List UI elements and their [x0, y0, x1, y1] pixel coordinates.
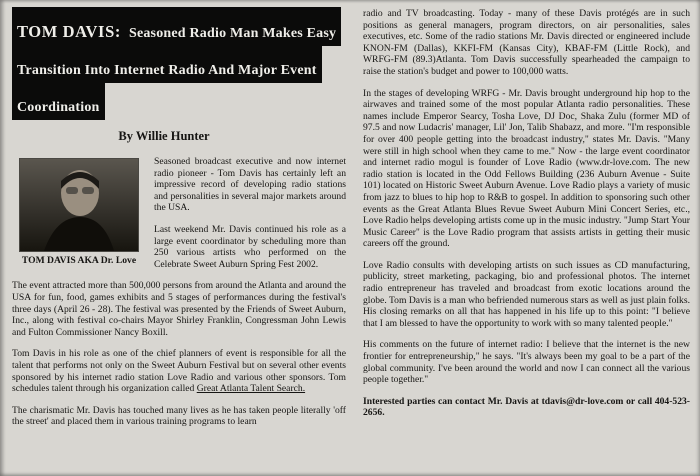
left-column — [12, 6, 346, 468]
paragraph: Last weekend Mr. Davis continued his role as a large event coordinator by scheduling more than 250 various artists who performed on the Celebrate Sweet Auburn Spring Fest 2002. — [154, 223, 346, 270]
paragraph: Love Radio consults with developing artists on such issues as CD manufacturing, publicity, street marketing, packaging, bio and professional photos. The internet radio entrepreneur has traveled and broadcast from exotic locations around the globe. Tom Davis is a man who befriended numerous stars as well as just plain folks. His closing remarks on all that has happened in his life up to this point: "I believe that I am blessed to have the opportunity to work with so many talented people." — [363, 259, 690, 329]
headline-name: TOM DAVIS: — [17, 22, 121, 41]
paragraph — [12, 348, 346, 394]
paragraph: In the stages of developing WRFG - Mr. Davis brought underground hip hop to the airwaves and trained some of the most popular Atlanta radio personalities. These names include Emperor Searcy, Tosha Love, DJ Doc, Shaka Zulu (former MD of 97.5 and now Ludacris' manager, Lil' Jon, Talib Shabazz, and more. "I'm responsible for over 400 people getting into the broadcast industry," states Mr. Davis. "Many were still in high school when they came to me." Now - the large event coordinator and internet radio mogul is founder of Love Radio (www.dr-love.com. The new radio station is located in the Odd Fellows Building (236 Auburn Avenue - Suite 101) located on Historic Sweet Auburn Avenue. Love Radio plays a variety of music from jazz to blues to hip hop to R&B to gospel. In addition to sponsoring such other events as the Great Atlanta Blues Revue Sweet Auburn Mini Concert Series, etc., Love Radio helps developing artists come up in the music industry. "Jump Start Your Music Career" is the Love Radio program that assists artists in getting their music careers off the ground. — [363, 87, 690, 250]
paragraph: Seasoned broadcast executive and now internet radio pioneer - Tom Davis has certainly left an impressive record of developing radio stations and personalities in several major markets around the USA. — [154, 156, 346, 214]
contact-info: Interested parties can contact Mr. Davis at tdavis@dr-love.com or call 404-523-2656. — [363, 395, 690, 419]
paragraph-text: Tom Davis in his role as one of the chief planners of event is responsible for all the talent that performs not only on the Sweet Auburn Festival but on several other events sponsored by his internet radio station Love Radio and various other sponsors. Tom schedules talent through his organization called — [12, 348, 346, 395]
paragraph: radio and TV broadcasting. Today - many of these Davis protégés are in such positions as general managers, program directors, on air personalities, sales executives, etc. Some of the radio stations Mr. Davis directed or engineered include KNON-FM (Dallas), KKFI-FM (Kansas City), KBAF-FM (Little Rock), and WRFG-FM (89.3)Atlanta. Tom Davis successfully spearheaded the campaign to raise the station's budget and power to 100,000 watts. — [363, 8, 690, 77]
paragraph: His comments on the future of internet radio: I believe that the internet is the new frontier for entrepreneurship," he says. "It's always been my goal to be a part of the global community. I've been around the world and now I can connect all the various people together." — [363, 339, 690, 386]
portrait-photo-art — [20, 159, 138, 251]
headline-subtitle: Seasoned Radio Man Makes Easy Transition Into Internet Radio And Major Event Coordination — [17, 26, 337, 115]
paragraph: The charismatic Mr. Davis has touched many lives as he has taken people literally 'off the street' and placed them in various training programs to learn — [12, 404, 346, 428]
photo-caption: TOM DAVIS AKA Dr. Love — [21, 255, 137, 266]
headline-highlight — [12, 7, 341, 120]
byline: By Willie Hunter — [118, 129, 210, 143]
article-page — [12, 6, 690, 468]
portrait-photo — [19, 158, 139, 252]
organization-name: Great Atlanta Talent Search. — [196, 383, 306, 395]
photo-block — [12, 158, 146, 266]
right-column — [363, 6, 690, 468]
paragraph: The event attracted more than 500,000 persons from around the Atlanta and around the USA for fun, food, games exhibits and 5 stages of performances during the festival's three days (April 26 - 28). The festival was presented by the Friends of Sweet Auburn, Inc., along with festival co-chairs Mayor Shirley Franklin, Congressman John Lewis and Fulton Commissioner Nancy Boxill. — [12, 280, 346, 338]
left-body — [12, 156, 346, 428]
headline — [12, 8, 346, 119]
